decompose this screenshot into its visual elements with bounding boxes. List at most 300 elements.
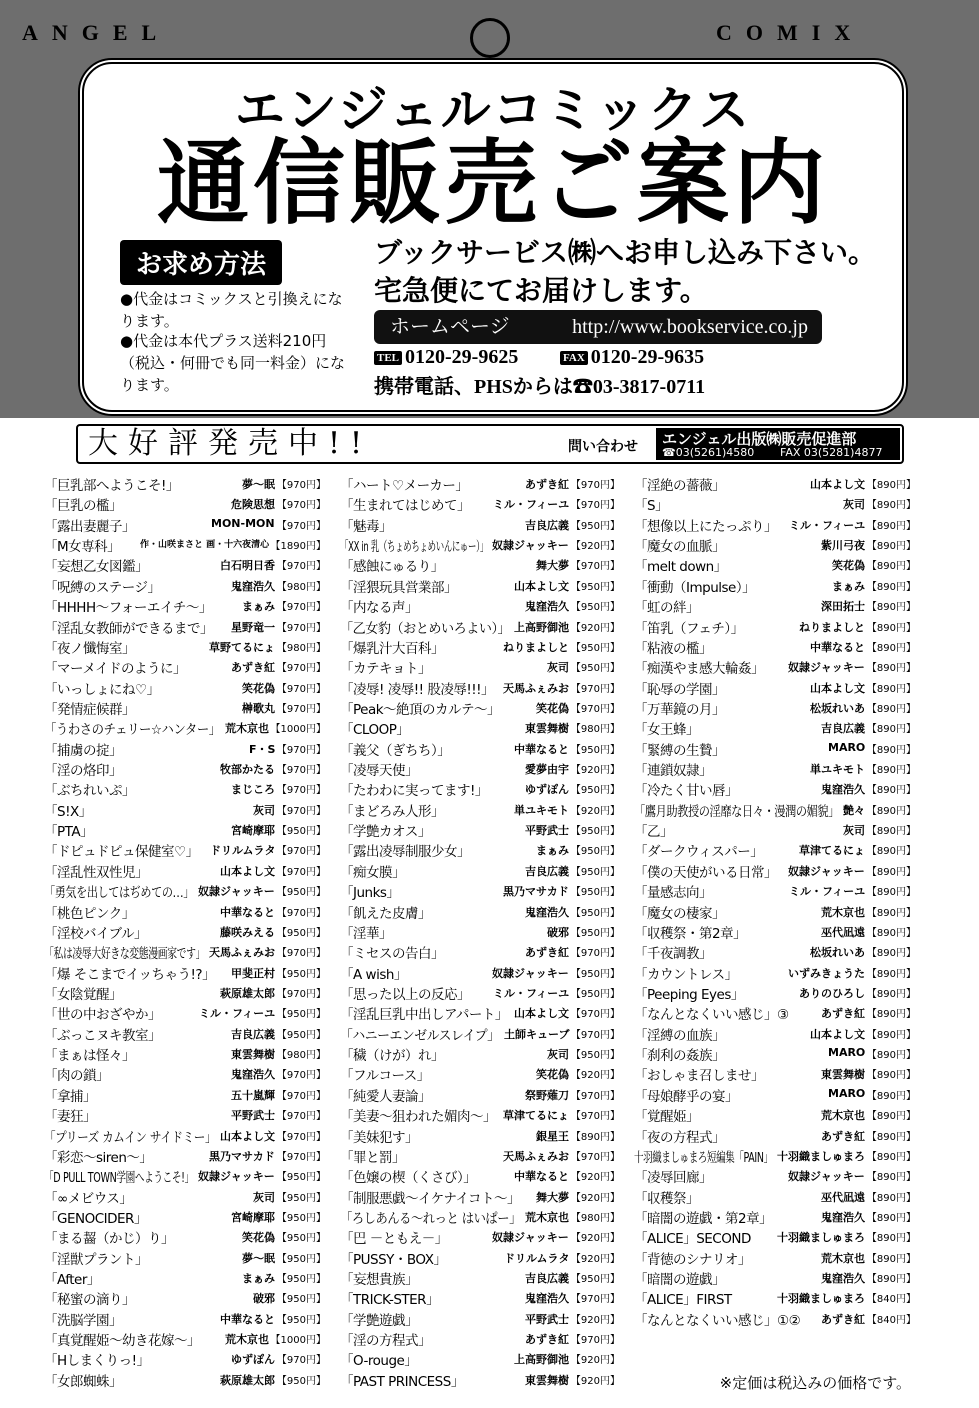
book-title: 「ミセスの告白」 [340, 946, 444, 963]
book-price: 【950円】 [570, 988, 620, 1000]
title-row [340, 1062, 620, 1085]
banner-title: 大好評発売中!! [88, 426, 373, 461]
book-price: 【890円】 [866, 1070, 916, 1082]
book-author: 山本よし文 [810, 1027, 865, 1041]
book-title: 「ハート♡メーカー」 [340, 478, 469, 494]
book-price: 【950円】 [570, 826, 620, 838]
book-title: 「母娘酵乎の宴」 [634, 1088, 738, 1105]
publisher-tel: ☎03(5261)4580 [662, 446, 755, 459]
book-author: 灰司 [253, 803, 275, 817]
title-row [340, 1327, 620, 1350]
book-title: 「淫縛の血族」 [634, 1027, 725, 1044]
book-author: ドリルムラタ [504, 1251, 570, 1265]
book-author: 吉良広義 [525, 1272, 569, 1286]
title-row [44, 838, 326, 861]
book-title: 「カテキョト」 [340, 661, 431, 678]
book-title: 「乙」 [634, 824, 673, 841]
title-column-2 [340, 472, 620, 1390]
book-price: 【970円】 [276, 520, 326, 532]
book-title: 「連鎖奴隷」 [634, 763, 712, 780]
title-row [634, 940, 916, 963]
book-author: 平野武士 [525, 824, 569, 838]
title-row [340, 1185, 620, 1205]
title-row [44, 1124, 326, 1144]
book-title: 「彩恋～siren～」 [44, 1149, 153, 1166]
title-row [340, 1266, 620, 1289]
book-title: 「衝動（Impulse）」 [634, 579, 756, 596]
book-title: 「千夜調教」 [634, 946, 712, 963]
title-row [340, 798, 620, 818]
book-title: 「夜の方程式」 [634, 1129, 725, 1146]
book-price: 【970円】 [570, 480, 620, 491]
book-author: 笑花偽 [536, 701, 569, 715]
title-row [634, 757, 916, 780]
book-author: ねりまよしと [503, 640, 569, 654]
book-title: 「女陰覚醒」 [44, 986, 122, 1003]
book-title: 「粘液の檻」 [634, 640, 712, 657]
book-title: 「凌辱回廊」 [634, 1170, 712, 1187]
book-author: 鬼窪浩久 [525, 905, 569, 919]
book-price: 【890円】 [866, 907, 916, 919]
book-price: 【970円】 [570, 1335, 620, 1347]
title-row [634, 1103, 916, 1126]
book-title: 「淫の烙印」 [44, 763, 122, 780]
page-title: 通信販売ご案内 [156, 130, 829, 237]
title-row [634, 981, 916, 1001]
book-title: 「緊縛の生贄」 [634, 742, 725, 759]
book-title: 「美妹犯す」 [340, 1129, 418, 1146]
title-row [44, 920, 326, 940]
book-author: 萩原雄太郎 [220, 1373, 275, 1387]
book-author: 上高野御池 [514, 1353, 569, 1367]
book-price: 【890円】 [866, 826, 916, 838]
book-price: 【970円】 [276, 866, 326, 878]
title-row [340, 1307, 620, 1327]
book-price: 【890円】 [866, 622, 916, 634]
book-author: 荒木京也 [225, 1333, 269, 1347]
book-title: 「背徳のシナリオ」 [634, 1251, 751, 1268]
title-row [44, 1103, 326, 1126]
title-row [634, 1164, 916, 1187]
book-author: 奴隷ジャッキー [198, 885, 275, 899]
title-row [340, 533, 620, 556]
title-row [340, 981, 620, 1001]
book-title: 「勇気を出してはぢめての…」 [44, 885, 194, 902]
book-author: 白石明日香 [220, 559, 275, 573]
book-title: 「妄想乙女図鑑」 [44, 559, 148, 576]
book-author: ありのひろし [799, 986, 865, 1000]
book-title: 「Peak～絶頂のカルテ～」 [340, 701, 501, 718]
book-price: 【980円】 [276, 642, 326, 654]
title-row [44, 1185, 326, 1205]
book-author: 奴隷ジャッキー [492, 966, 569, 980]
book-price: 【950円】 [276, 887, 326, 899]
book-title: 「PAST PRINCESS」 [340, 1373, 464, 1390]
homepage-link[interactable]: http://www.bookservice.co.jp [572, 316, 808, 338]
title-row [44, 981, 326, 1001]
book-author: いずみきょうた [788, 966, 865, 980]
title-row [44, 798, 326, 818]
book-price: 【950円】 [276, 1314, 326, 1326]
book-title: 「Junks」 [340, 885, 400, 902]
title-row [634, 1042, 916, 1065]
book-title: 「HHHH～フォーエイチ～」 [44, 600, 212, 617]
book-price: 【970円】 [570, 1111, 620, 1123]
title-row [44, 1266, 326, 1289]
order-method-label: お求め方法 [120, 240, 282, 285]
book-title: 「PTA」 [44, 824, 94, 841]
title-row [44, 1225, 326, 1248]
book-price: 【950円】 [276, 1274, 326, 1286]
book-price: 【970円】 [276, 602, 326, 614]
book-price: 【890円】 [866, 744, 916, 756]
title-row [44, 492, 326, 515]
book-price: 【970円】 [276, 683, 326, 695]
book-author: 萩原雄太郎 [220, 986, 275, 1000]
book-price: 【890円】 [866, 765, 916, 777]
book-title: 「学艶遊戯」 [340, 1312, 418, 1329]
title-row [340, 859, 620, 879]
title-column-1 [44, 472, 326, 1390]
title-row [44, 1022, 326, 1042]
book-title: 「淫絶の薔薇」 [634, 478, 725, 494]
price-footnote: ※定価は税込みの価格です。 [719, 1374, 911, 1392]
book-price: 【890円】 [866, 887, 916, 899]
book-author: 荒木京也 [821, 1251, 865, 1265]
book-author: 破邪 [253, 1292, 275, 1306]
book-title: 「魔女の棲家」 [634, 905, 725, 922]
book-price: 【890円】 [866, 866, 916, 878]
book-title: 「ドピュドピュ保健室♡」 [44, 844, 199, 861]
book-author: 単ユキモト [810, 763, 865, 777]
book-author: 山本よし文 [514, 579, 569, 593]
book-author: 十羽織ましゅまろ [777, 1149, 865, 1163]
book-title: 「刹利の姦族」 [634, 1048, 725, 1065]
book-price: 【1000円】 [270, 724, 326, 736]
book-price: 【840円】 [866, 1294, 916, 1306]
book-price: 【950円】 [570, 785, 620, 797]
book-price: 【970円】 [276, 744, 326, 756]
book-author: 草津てるにょ [799, 844, 865, 858]
book-title: 「淫乱性双性児」 [44, 864, 148, 881]
title-row [340, 940, 620, 963]
book-title: 「まる齧（かじ）り」 [44, 1231, 174, 1248]
book-price: 【970円】 [570, 500, 620, 512]
book-author: ミル・フィーユ [493, 498, 570, 512]
book-author: 天馬ふぇみお [503, 681, 569, 695]
title-row [44, 472, 326, 492]
book-author: 奴隷ジャッキー [788, 864, 865, 878]
book-author: 五十嵐輝 [231, 1088, 275, 1102]
title-row [340, 838, 620, 861]
book-price: 【890円】 [866, 1090, 916, 1102]
title-row [340, 696, 620, 716]
book-author: 草津てるにょ [503, 1109, 569, 1123]
book-price: 【970円】 [276, 1355, 326, 1367]
book-price: 【970円】 [276, 988, 326, 1000]
title-row [634, 696, 916, 716]
book-price: 【980円】 [276, 581, 326, 593]
book-author: 鬼窪浩久 [525, 600, 569, 614]
title-row [634, 1246, 916, 1266]
book-title: 「なんとなくいい感じ」③ [634, 1007, 789, 1024]
title-row [44, 696, 326, 716]
title-row [44, 1062, 326, 1085]
book-author: 宮崎摩耶 [231, 1210, 275, 1224]
book-author: 中華なると [220, 905, 275, 919]
book-title: 「∞メビウス」 [44, 1190, 133, 1207]
book-price: 【970円】 [276, 1111, 326, 1123]
book-price: 【970円】 [570, 1029, 620, 1041]
book-price: 【950円】 [276, 1375, 326, 1387]
book-title: 「フルコース」 [340, 1068, 430, 1085]
book-title: 「洗脳学園」 [44, 1312, 122, 1329]
book-author: 単ユキモト [514, 803, 569, 817]
book-title: 「Hしまくりっ!」 [44, 1353, 150, 1370]
angel-wordmark: ANGEL [22, 20, 171, 45]
fax-number: FAX 0120-29-9635 [560, 346, 704, 369]
book-author: 草野てるにょ [209, 640, 275, 654]
book-title: 「XX in 乳（ちょめちょめいんにゅー）」 [340, 539, 489, 556]
title-row [340, 900, 620, 920]
book-author: 夢～眠 [242, 478, 275, 491]
book-author: 荒木京也 [821, 905, 865, 919]
title-row [340, 655, 620, 678]
title-row [44, 737, 326, 757]
book-price: 【890円】 [866, 642, 916, 654]
book-author: まじころ [231, 783, 275, 797]
book-title: 「いっしょにね♡」 [44, 681, 160, 698]
book-title: 「量感志向」 [634, 885, 712, 902]
book-author: 祭野薙刀 [525, 1088, 569, 1102]
book-title: 「義父（ぎちち）」 [340, 742, 451, 759]
book-title: 「美妻～狙われた媚肉～」 [340, 1109, 496, 1126]
book-price: 【890円】 [866, 1192, 916, 1204]
title-row [340, 777, 620, 800]
book-author: ドリルムラタ [210, 844, 276, 858]
title-row [634, 961, 916, 981]
title-row [340, 1001, 620, 1024]
book-title: 「恥辱の学園」 [634, 681, 725, 698]
book-title: 「生まれてはじめて」 [340, 498, 470, 515]
book-author: 星野竜一 [231, 620, 275, 634]
book-title: 「露出凌辱制服少女」 [340, 844, 470, 861]
book-title: 「巴 －ともえ－」 [340, 1231, 448, 1248]
book-author: 平野武士 [231, 1109, 275, 1123]
book-price: 【890円】 [866, 663, 916, 675]
book-price: 【970円】 [276, 1151, 326, 1163]
book-author: 艶々 [843, 803, 865, 817]
title-row [634, 859, 916, 879]
book-price: 【890円】 [866, 1172, 916, 1184]
book-title: 「PUSSY・BOX」 [340, 1251, 447, 1268]
book-author: 銀星王 [536, 1129, 569, 1143]
book-author: 奴隷ジャッキー [492, 1231, 569, 1245]
order-line-1: ブックサービス㈱へお申し込み下さい。 [374, 236, 877, 269]
book-author: 上高野御池 [514, 620, 569, 634]
title-row [340, 818, 620, 841]
book-title: 「爆乳汁大百科」 [340, 640, 444, 657]
book-author: ミル・フィーユ [789, 518, 866, 532]
book-title: 「なんとなくいい感じ」①② [634, 1312, 801, 1329]
book-title: 「思った以上の反応」 [340, 986, 470, 1003]
book-price: 【970円】 [276, 805, 326, 817]
title-row [634, 1225, 916, 1248]
book-author: 笑花偽 [242, 1231, 275, 1245]
book-title: 「魔女の血脈」 [634, 539, 725, 556]
title-row [634, 533, 916, 556]
book-price: 【920円】 [570, 1172, 620, 1184]
book-price: 【1000円】 [270, 1335, 326, 1347]
book-title: 「痴女膜」 [340, 864, 405, 881]
book-title: 「僕の天使がいる日常」 [634, 864, 777, 881]
book-price: 【950円】 [276, 1029, 326, 1041]
title-row [340, 594, 620, 617]
title-row [634, 1307, 916, 1327]
book-title: 「純愛人妻論」 [340, 1088, 431, 1105]
book-title: 「淫猥玩具営業部」 [340, 579, 457, 596]
book-author: 奴隷ジャッキー [492, 539, 569, 553]
book-price: 【890円】 [866, 1253, 916, 1265]
book-title: 「GENOCIDER」 [44, 1210, 147, 1227]
book-author: ゆずぽん [525, 783, 569, 797]
book-price: 【970円】 [570, 1009, 620, 1021]
book-author: 鬼窪浩久 [821, 1272, 865, 1286]
book-price: 【950円】 [276, 1294, 326, 1306]
title-row [44, 1144, 326, 1164]
title-row [340, 1042, 620, 1065]
book-price: 【840円】 [866, 1314, 916, 1326]
book-price: 【950円】 [570, 968, 620, 980]
book-price: 【950円】 [276, 1009, 326, 1021]
book-title: 「痴漢やま感大輪姦」 [634, 661, 764, 678]
title-row [44, 1205, 326, 1225]
book-price: 【920円】 [570, 1233, 620, 1245]
book-price: 【950円】 [570, 642, 620, 654]
book-price: 【950円】 [570, 1274, 620, 1286]
title-row [634, 818, 916, 841]
book-price: 【950円】 [570, 907, 620, 919]
book-title: 「夜ノ懺悔室」 [44, 640, 135, 657]
title-row [340, 676, 620, 696]
title-row [340, 1225, 620, 1248]
book-author: 巫代凪遠 [821, 925, 865, 939]
book-author: 鬼窪浩久 [821, 783, 865, 797]
title-row [634, 676, 916, 696]
book-author: まぁみ [536, 844, 569, 858]
book-author: 黒乃マサカド [503, 885, 569, 899]
book-author: 吉良広義 [525, 518, 569, 532]
title-column-3 [634, 472, 916, 1368]
title-row [340, 1164, 620, 1187]
book-price: 【970円】 [570, 1294, 620, 1306]
book-author: 灰司 [253, 1190, 275, 1204]
book-price: 【890円】 [866, 561, 916, 573]
book-title: 「淫乱女教師ができるまで」 [44, 620, 213, 637]
book-author: 東雲舞樹 [821, 1068, 865, 1082]
book-title: 「制服悪戯～イケナイコト～」 [340, 1190, 520, 1207]
title-row [634, 1062, 916, 1085]
book-author: 奴隷ジャッキー [788, 661, 865, 675]
title-row [634, 472, 916, 492]
book-title: 「ALICE」SECOND [634, 1231, 751, 1248]
title-row [340, 513, 620, 533]
contact-box [656, 428, 900, 460]
title-row [340, 1083, 620, 1103]
title-row [634, 1286, 916, 1309]
title-row [44, 594, 326, 617]
title-row [340, 1022, 620, 1042]
book-author: まぁみ [832, 579, 865, 593]
book-title: 「暗闇の遊戯」 [634, 1272, 725, 1289]
book-author: 舞大夢 [536, 559, 569, 573]
book-title: 「妄想貴族」 [340, 1272, 418, 1289]
book-title: 十羽織ましゅまろ短編集「PAIN」 [634, 1149, 773, 1166]
book-author: 藤咲みえる [220, 925, 275, 939]
book-title: 「学艶カオス」 [340, 824, 431, 841]
book-price: 【970円】 [276, 622, 326, 634]
book-title: 「O-rouge」 [340, 1353, 418, 1370]
book-author: 東雲舞樹 [525, 722, 569, 736]
book-title: 「拿捕」 [44, 1088, 96, 1105]
book-author: 危険思想 [231, 498, 275, 512]
book-author: 鬼窪浩久 [231, 1068, 275, 1082]
book-author: 灰司 [843, 824, 865, 838]
book-price: 【950円】 [276, 1172, 326, 1184]
book-price: 【950円】 [276, 1253, 326, 1265]
book-author: 土師キューブ [504, 1027, 570, 1041]
book-title: 「まぁは怪々」 [44, 1048, 135, 1065]
book-price: 【890円】 [866, 948, 916, 960]
book-price: 【970円】 [276, 765, 326, 777]
book-price: 【970円】 [570, 948, 620, 960]
title-row [340, 635, 620, 655]
title-row [340, 1368, 620, 1388]
book-title: 「D PULL TOWN学園へようこそ!」 [44, 1170, 194, 1187]
title-row [340, 553, 620, 576]
title-row [340, 492, 620, 515]
title-row [340, 1286, 620, 1309]
book-author: 牧部かたる [220, 763, 275, 777]
book-price: 【920円】 [570, 805, 620, 817]
title-row [634, 900, 916, 920]
book-price: 【950円】 [570, 1050, 620, 1062]
book-author: 中華なると [810, 640, 865, 654]
book-author: 巫代凪遠 [821, 1190, 865, 1204]
book-price: 【970円】 [276, 703, 326, 715]
mobile-number: 携帯電話、PHSからは☎03-3817-0711 [374, 376, 706, 398]
homepage-bar [374, 310, 822, 344]
book-author: 天馬ふぇみお [503, 1149, 569, 1163]
book-price: 【950円】 [570, 520, 620, 532]
order-instructions [374, 234, 876, 310]
book-author: ミル・フィーユ [789, 885, 866, 899]
title-row [340, 879, 620, 902]
book-author: あずき紅 [231, 661, 275, 675]
book-title: 「鷹月助教授の淫靡な日々・漫潤の媚貌」 [634, 803, 840, 820]
title-row [44, 574, 326, 594]
book-author: あずき紅 [821, 1007, 865, 1021]
book-title: 「桃色ピンク」 [44, 905, 135, 922]
title-row [44, 1347, 326, 1370]
title-row [634, 553, 916, 576]
book-price: 【890円】 [570, 1131, 620, 1143]
order-line-2: 宅急便にてお届けします。 [374, 274, 708, 307]
book-title: 「TRICK-STER」 [340, 1292, 440, 1309]
book-title: 「凌辱天使」 [340, 763, 418, 780]
book-title: 「収穫祭」 [634, 1190, 699, 1207]
book-title: 「CLOOP」 [340, 722, 410, 739]
